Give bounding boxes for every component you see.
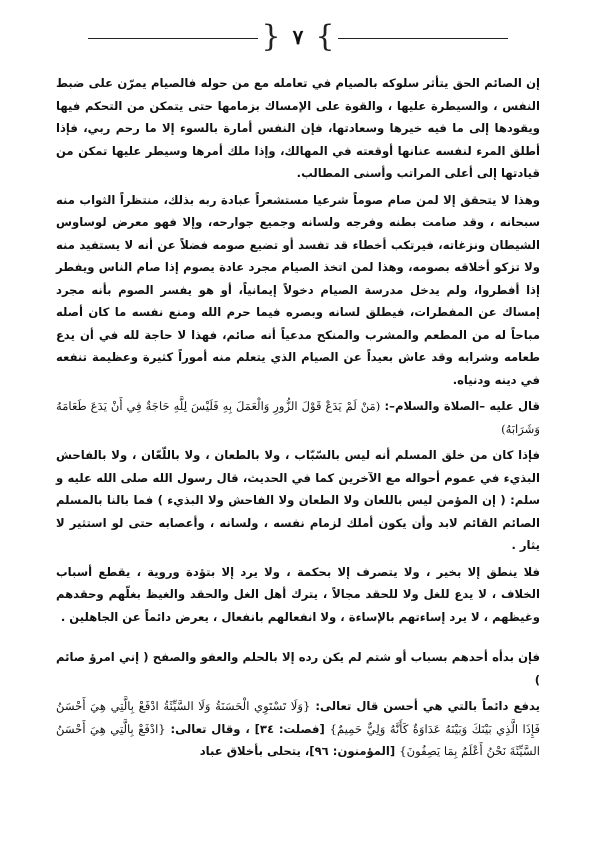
header-rule-left [88,38,258,39]
paragraph-6: فإن بدأه أحدهم بسباب أو شتم لم يكن رده إلا بالحلم والعفو والصفح ( إني امرؤ صائم ) [56,650,540,687]
verse-reference-1: [فصلت: ٣٤] ، وقال تعالى: [165,721,330,736]
page-number-frame [261,19,335,54]
page-body [56,72,540,767]
brace-left: } [261,19,281,54]
brace-right: { [315,19,335,54]
header-rule-right [338,38,508,39]
verse-intro: يدفع دائماً بالتي هي أحسن قال تعالى: [310,699,541,713]
verse-reference-2: [المؤمنون: ٩٦]، يتحلى بأخلاق عباد [199,744,400,758]
quran-verse-muminun: {ادْفَعْ بِالَّتِي هِيَ أَحْسَنُ السَّيِّئَةَ نَحْنُ أَعْلَمُ بِمَا يَصِفُونَ} [56,721,540,758]
hadith-quote: (مَنْ لَمْ يَدَعْ قَوْلَ الزُّورِ وَالْعَمَلَ بِهِ فَلَيْسَ لِلَّهِ حَاجَةٌ فِي أَنْ يَدَعَ طَعَامَهُ وَشَرَابَهُ) [56,399,540,436]
page-number: ٧ [292,25,304,49]
hadith-intro: قال عليه –الصلاة والسلام–: [380,399,540,413]
page-header [88,18,508,58]
quran-verse-fussilat: {وَلَا تَسْتَوِي الْحَسَنَةُ وَلَا السَّيِّئَةُ ادْفَعْ بِالَّتِي هِيَ أَحْسَنُ فَإِذَا الَّذِي بَيْنَكَ وَبَيْنَهُ عَدَاوَةٌ كَأَنَّهُ وَلِيٌّ حَمِيمٌ} [56,699,540,736]
paragraph-2: وهذا لا يتحقق إلا لمن صام صوماً شرعيا مستشعراً عبادة ربه بذلك، منتظراً الثواب منه سبحانه ، وقد صامت بطنه وفرجه ولسانه وجميع جوارحه، وإلا فهو معرض لوساوس الشيطان ونزغاته، فيرتكب أخطاء قد تفسد أو تضيع صومه فضلاً عن أنه لا يستفيد منه ولا تزكو أخلاقه بصومه، وهذا لمن اتخذ الصيام مجرد عادة يصوم إذا صام الناس ويفطر إذا أفطروا، ولم يدخل مدرسة الصيام دخولاً إيمانياً، أو هو يفسر الصوم بأنه مجرد إمساك عن المفطرات، فيطلق لسانه وبصره فيما حرم الله ومنع نفسه ما كان أصله مباحاً له من المطعم والمشرب والمنكح مدعياً أنه صائم، فهذا لا حاجة لله في أن يدع طعامه وشرابه وقد عاش بعيداً عن الصيام الذي يتعلم منه أموراً كثيرة وعظيمة تنفعه في دينه ودنياه. [56,192,540,387]
paragraph-3 [56,395,540,440]
paragraph-7 [56,695,540,763]
paragraph-5: فلا ينطق إلا بخير ، ولا يتصرف إلا بحكمة ، ولا يرد إلا بتؤدة وروية ، يقطع أسباب الخلاف ، لا يدع للغل ولا للحقد مجالاً ، يترك أهل الغل والحقد والغيظ بغلّهم وحقدهم وغيظهم ، لا يرد إساءتهم بالإساءة ، ولا انفعالهم بانفعال ، يعرض دائماً عن الجاهلين . [56,564,540,624]
paragraph-4: فإذا كان من خلق المسلم أنه ليس بالسّبّاب ، ولا بالطعان ، ولا باللّعّان ، ولا بالفاحش البذيء في عموم أحواله مع الآخرين كما في الحديث، قال رسول الله صلى الله عليه و سلم: ( إن المؤمن ليس باللعان ولا الطعان ولا الفاحش ولا البذيء ) فما بالنا بالمسلم الصائم القائم لابد وأن يكون أملك لزمام نفسه ، ولسانه ، وأعصابه حتى لو استثير لا يثار . [56,448,540,552]
paragraph-1: إن الصائم الحق يتأثر سلوكه بالصيام في تعامله مع من حوله فالصيام يمرّن على ضبط النفس ، والسيطرة عليها ، والقوة على الإمساك بزمامها حتى يتمكن من التحكم فيها ويقودها إلى ما فيه خيرها وسعادتها، فإن النفس أمارة بالسوء إلا ما رحم ربي، فإذا أطلق المرء لنفسه عنانها أوقعته في المهالك، وإذا ملك أمرها وسيطر عليها تمكن من قيادتها إلى أعلى المراتب وأسنى المطالب. [56,76,540,180]
